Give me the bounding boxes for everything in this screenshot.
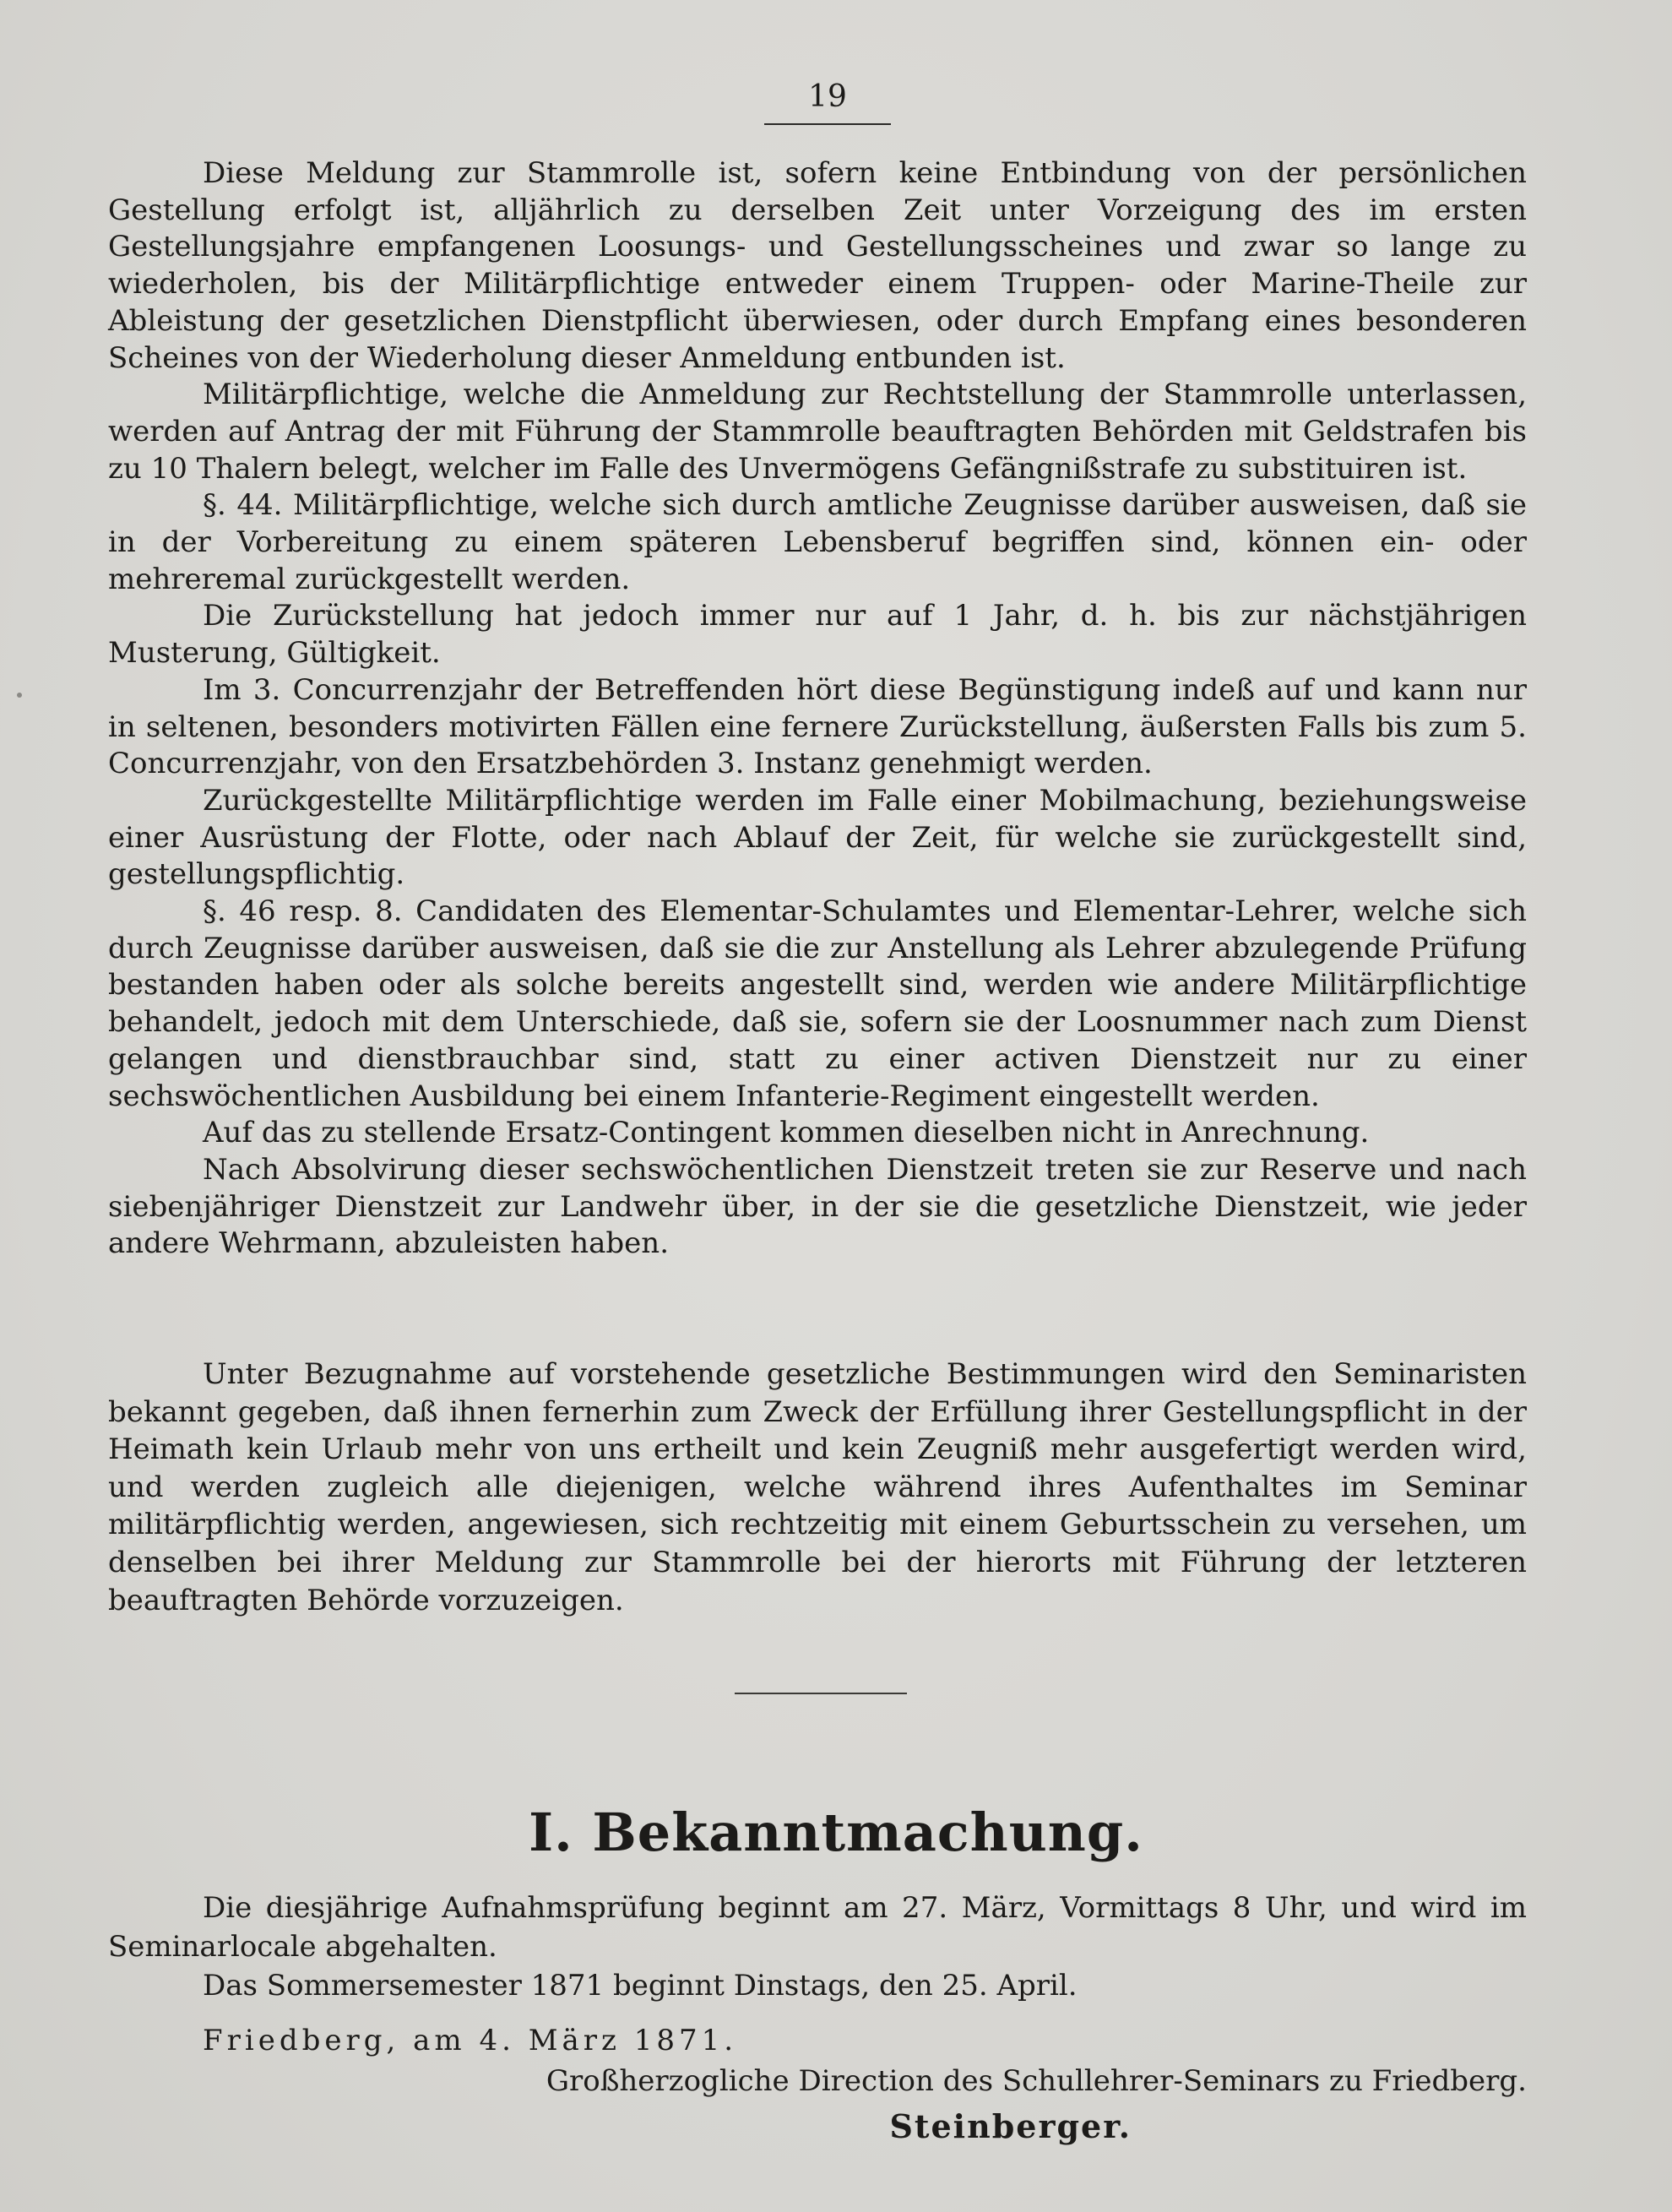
page-number-rule: [764, 123, 891, 125]
paragraph-3: §. 44. Militärpflichtige, welche sich durch amtliche Zeugnisse darüber ausweisen, daß sie in der Vorbereitung zu einem späteren Lebensberuf begriffen sind, können ein- oder mehreremal zurückgestellt werden.: [108, 488, 1527, 596]
paragraph-9: Nach Absolvirung dieser sechswöchentlichen Dienstzeit treten sie zur Reserve und nach siebenjähriger Dienstzeit zur Landwehr über, in der sie die gesetzliche Dienstzeit, wie jeder andere Wehrmann, abzuleisten haben.: [108, 1152, 1527, 1261]
signature: Steinberger.: [889, 2107, 1132, 2145]
paragraph-1: Diese Meldung zur Stammrolle ist, sofern keine Entbindung von der persönlichen Gestellung erfolgt ist, alljährlich zu derselben Zeit unter Vorzeigung des im ersten Gestellungsjahre empfangenen Loosungs- und Gestellungsscheines und zwar so lange zu wiederholen, bis der Militärpflichtige entweder einem Truppen- oder Marine-Theile zur Ableistung der gesetzlichen Dienstpflicht überwiesen, oder durch Empfang eines besonderen Scheines von der Wiederholung dieser Anmeldung entbunden ist.: [108, 156, 1527, 375]
paragraph-6: Zurückgestellte Militärpflichtige werden im Falle einer Mobilmachung, beziehungsweise einer Ausrüstung der Flotte, oder nach Ablauf der Zeit, für welche sie zurückgestellt sind, gestellungspflichtig.: [108, 783, 1527, 892]
paragraph-2: Militärpflichtige, welche die Anmeldung zur Rechtstellung der Stammrolle unterlassen, werden auf Antrag der mit Führung der Stammrolle beauftragten Behörden mit Geldstrafen bis zu 10 Thalern belegt, welcher im Falle des Unvermögens Gefängnißstrafe zu substituiren ist.: [108, 378, 1527, 486]
paragraph-5: Im 3. Concurrenzjahr der Betreffenden hört diese Begünstigung indeß auf und kann nur in seltenen, besonders motivirten Fällen eine fernere Zurückstellung, äußersten Falls bis zum 5. Concurrenzjahr, von den Ersatzbehörden 3. Instanz genehmigt werden.: [108, 672, 1527, 781]
announcement-paragraph-2: Das Sommersemester 1871 beginnt Dinstags, den 25. April.: [203, 1969, 1078, 2003]
announcement-paragraph-1: Die diesjährige Aufnahmsprüfung beginnt am 27. März, Vormittags 8 Uhr, und wird im Seminarlocale abgehalten.: [108, 1891, 1527, 1964]
page-number: 19: [808, 79, 847, 114]
edge-mark: [17, 693, 22, 698]
paragraph-8: Auf das zu stellende Ersatz-Contingent kommen dieselben nicht in Anrechnung.: [203, 1116, 1370, 1150]
paragraph-7: §. 46 resp. 8. Candidaten des Elementar-Schulamtes und Elementar-Lehrer, welche sich durch Zeugnisse darüber ausweisen, daß sie die zur Anstellung als Lehrer abzulegende Prüfung bestanden haben oder als solche bereits angestellt sind, werden wie andere Militärpflichtige behandelt, jedoch mit dem Unterschiede, daß sie, sofern sie der Loosnummer nach zum Dienst gelangen und dienstbrauchbar sind, statt zu einer activen Dienstzeit nur zu einer sechswöchentlichen Ausbildung bei einem Infanterie-Regiment eingestellt werden.: [108, 894, 1527, 1113]
seminarist-notice: [108, 1356, 1527, 1619]
place-date: Friedberg, am 4. März 1871.: [203, 2024, 738, 2057]
issuing-authority: Großherzogliche Direction des Schullehrer-Seminars zu Friedberg.: [546, 2064, 1527, 2098]
notice-paragraph: Unter Bezugnahme auf vorstehende gesetzliche Bestimmungen wird den Seminaristen bekannt gegeben, daß ihnen fernerhin zum Zweck der Erfüllung ihrer Gestellungspflicht in der Heimath kein Urlaub mehr von uns ertheilt und kein Zeugniß mehr ausgefertigt werden wird, und werden zugleich alle diejenigen, welche während ihres Aufenthaltes im Seminar militärpflichtig werden, angewiesen, sich rechtzeitig mit einem Geburtsschein zu versehen, um denselben bei ihrer Meldung zur Stammrolle bei der hierorts mit Führung der letzteren beauftragten Behörde vorzuzeigen.: [108, 1357, 1527, 1617]
section-divider: [735, 1693, 907, 1694]
announcement-heading: I. Bekanntmachung.: [529, 1802, 1143, 1863]
military-registration-text: [108, 155, 1527, 1263]
paragraph-4: Die Zurückstellung hat jedoch immer nur auf 1 Jahr, d. h. bis zur nächstjährigen Musterung, Gültigkeit.: [108, 599, 1527, 671]
announcement-text: [108, 1889, 1527, 2005]
